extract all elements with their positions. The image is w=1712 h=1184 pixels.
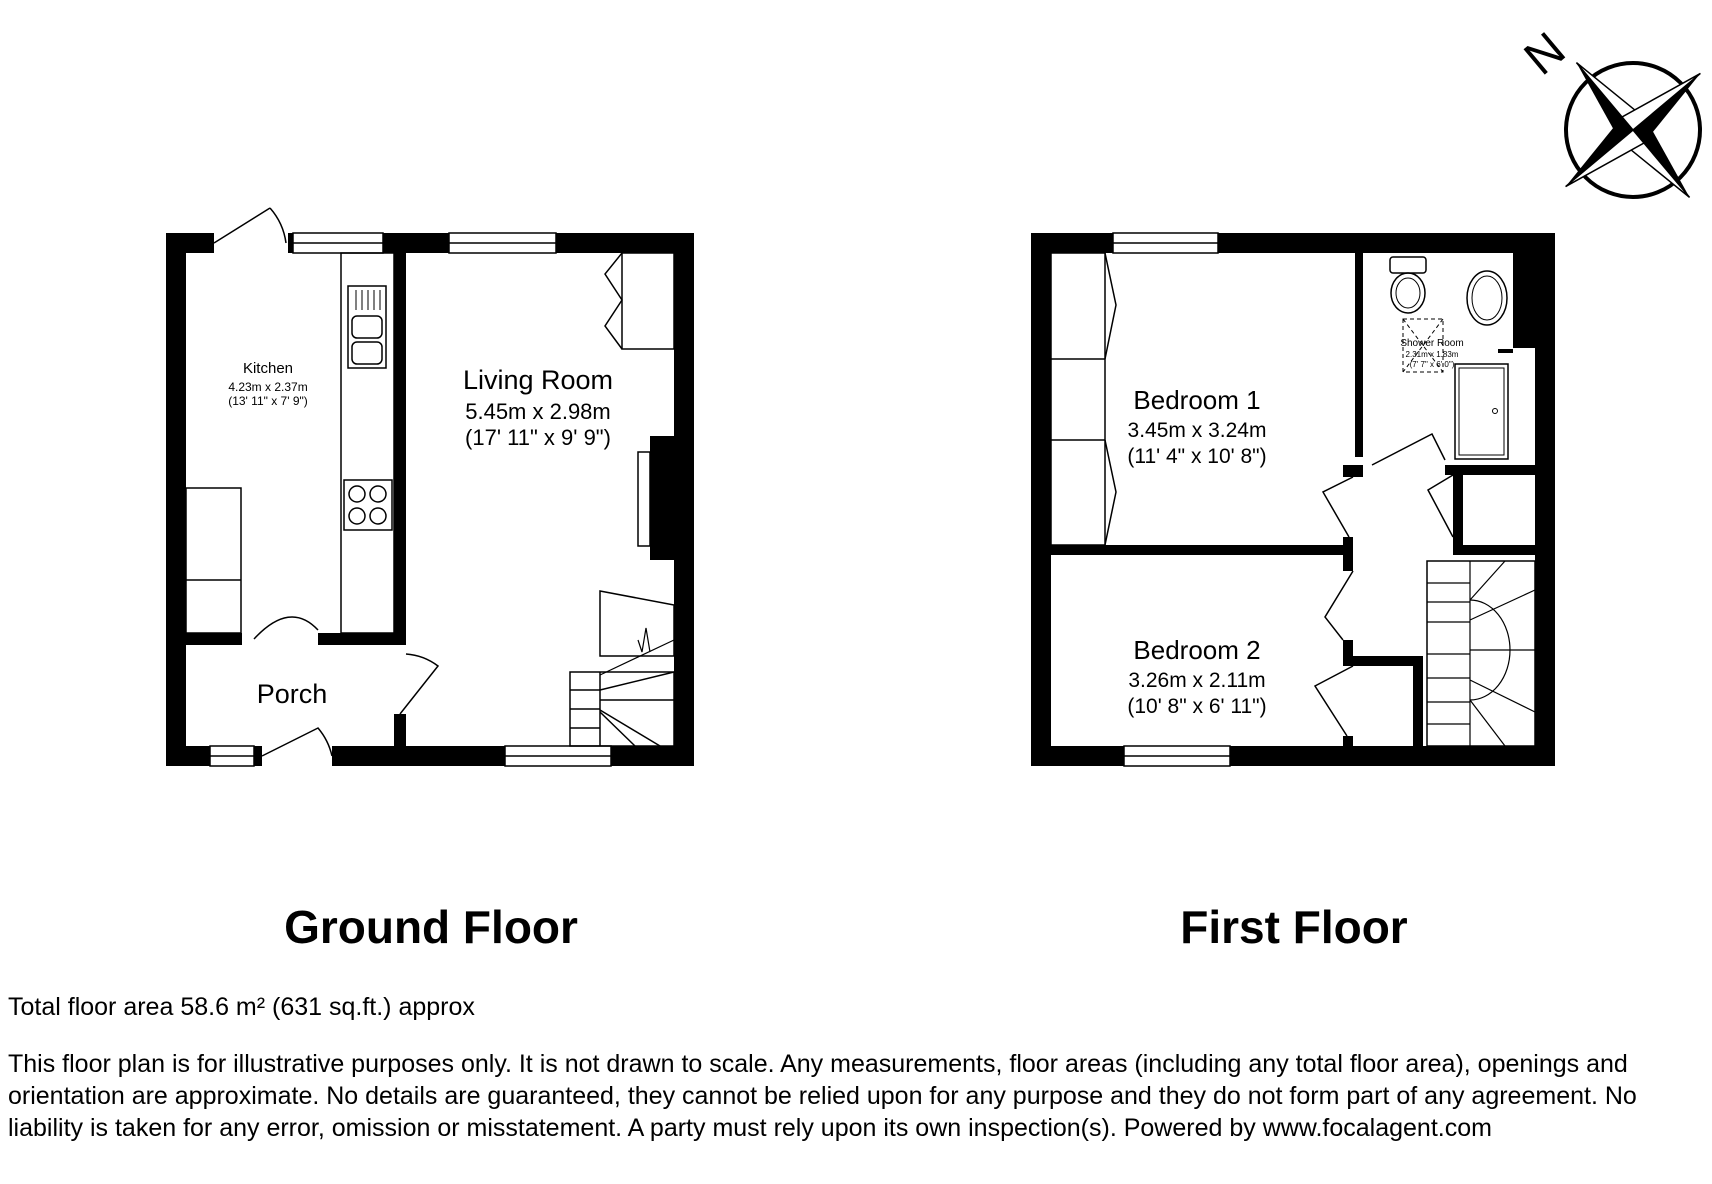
bedroom2-imperial: (10' 8" x 6' 11"): [1127, 695, 1267, 718]
bedroom1-metric: 3.45m x 3.24m: [1127, 419, 1267, 442]
gf-front-door-opening: [262, 746, 332, 770]
porch-name: Porch: [256, 679, 328, 709]
ff-staircase: [1427, 561, 1535, 746]
bedroom1-imperial: (11' 4" x 10' 8"): [1127, 445, 1267, 468]
compass-north-label: N: [1514, 22, 1576, 86]
kitchen-metric: 4.23m x 2.37m: [228, 380, 308, 394]
basin-icon: [1467, 271, 1507, 325]
bedroom1-name: Bedroom 1: [1133, 385, 1261, 415]
hob-icon: [344, 480, 392, 530]
total-floor-area: Total floor area 58.6 m² (631 sq.ft.) approx: [8, 993, 475, 1021]
kitchen-name: Kitchen: [242, 360, 294, 377]
shower-room-name: Shower Room: [1400, 338, 1464, 349]
first-floor-title: First Floor: [1180, 901, 1408, 953]
living-room-name: Living Room: [462, 365, 614, 395]
compass-rose-icon: [1509, 6, 1712, 254]
shower-tray-icon: [1455, 364, 1508, 459]
gf-kitchen-unit: [186, 488, 241, 633]
living-room-imperial: (17' 11" x 9' 9"): [465, 425, 611, 450]
bedroom2-name: Bedroom 2: [1133, 635, 1261, 665]
ground-floor-title: Ground Floor: [284, 901, 578, 953]
kitchen-imperial: (13' 11" x 7' 9"): [228, 394, 308, 408]
shower-room-imperial: (7' 7" x 6' 0"): [1409, 360, 1455, 369]
gf-outer-wall: [176, 243, 684, 756]
bedroom2-metric: 3.26m x 2.11m: [1128, 669, 1266, 692]
disclaimer-text: This floor plan is for illustrative purposes only. It is not drawn to scale. Any measurements, floor areas (including any total floor area), openings and orientation are approximate. No details are guaranteed, they cannot be relied upon for any purpose and they do not form part of any agreement. No liability is taken for any error, omission or misstatement. A party must rely upon its own inspection(s). Powered by www.focalagent.com: [8, 1050, 1637, 1142]
first-floor-plan: [1041, 233, 1555, 766]
shower-room-metric: 2.31m x 1.83m: [1405, 350, 1459, 359]
living-room-metric: 5.45m x 2.98m: [465, 399, 611, 424]
ground-floor-plan: [176, 208, 684, 770]
sink-icon: [348, 286, 386, 368]
gf-back-door-opening: [214, 231, 288, 255]
